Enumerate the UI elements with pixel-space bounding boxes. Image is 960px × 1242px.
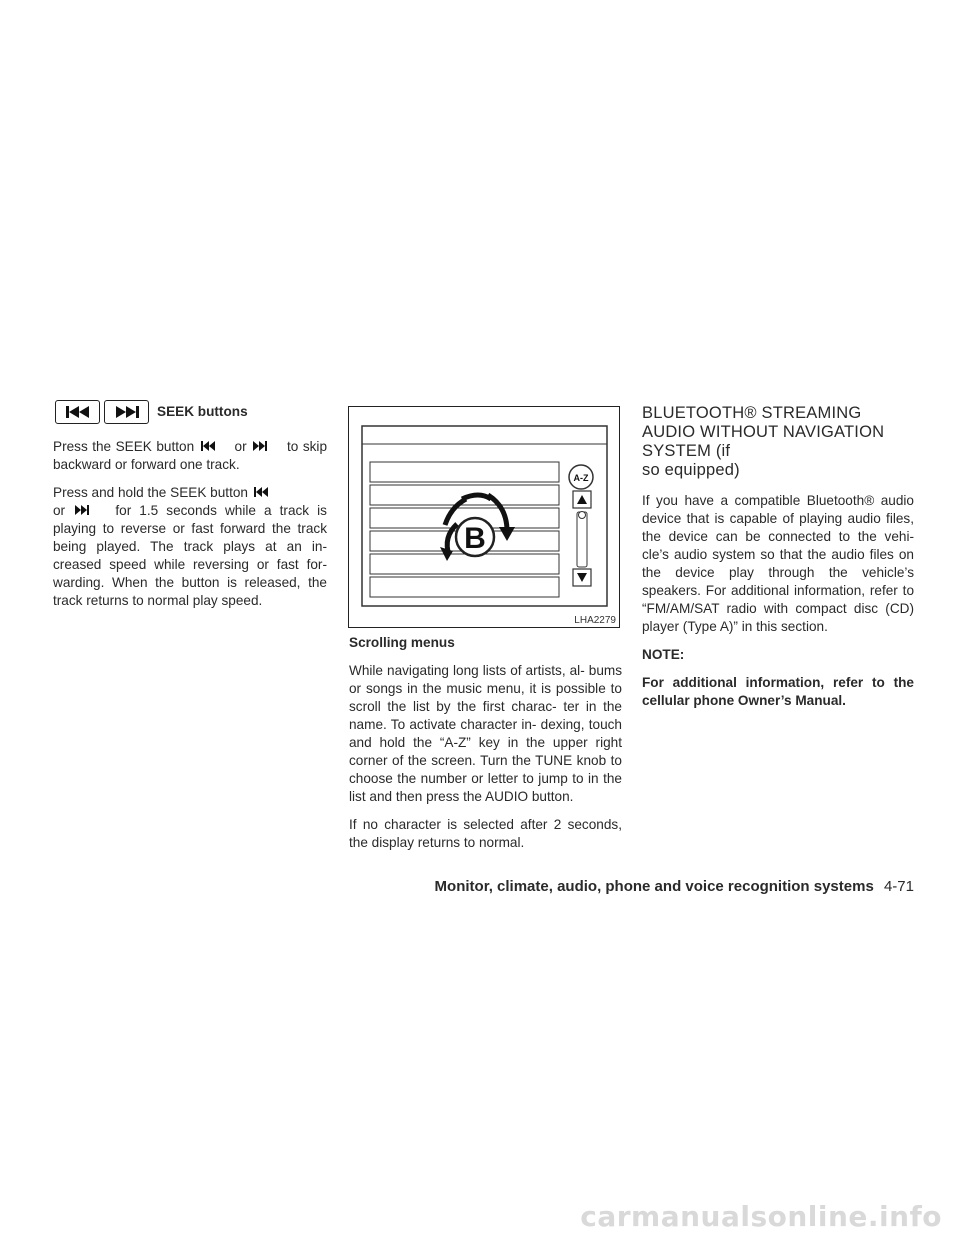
knob-label: B: [464, 522, 486, 555]
seek-buttons-label: SEEK buttons: [157, 404, 248, 419]
bluetooth-heading: [642, 404, 914, 480]
figure-code: LHA2279: [574, 615, 616, 626]
scrolling-title: Scrolling menus: [349, 635, 455, 650]
seek-paragraph-2: [53, 484, 327, 610]
seek-forward-button-box: [104, 400, 149, 424]
bluetooth-section: [642, 404, 914, 720]
bluetooth-heading-line-2: so equipped): [642, 461, 740, 479]
watermark: [0, 1190, 960, 1242]
seek-p2-or: or: [53, 503, 66, 518]
scrolling-paragraph-1: While navigating long lists of artists, al- bums or songs in the music menu, it is possible to scroll the list by the first charac- ter in the name. To activate character in- dexing, touch and hold the “A-Z” key in the upper right corner of the screen. Turn the TUNE knob to choose the number or letter to jump to in the list and then press the AUDIO button.: [349, 663, 622, 804]
az-key-label: A-Z: [573, 473, 589, 483]
seek-back-button-box: [55, 400, 100, 424]
seek-p2-end: for 1.5 seconds while a track is playing to reverse or fast forward the track being played. The track plays at an in- creased speed while reversing or fast for- warding. When the button is released, the track returns to normal play speed.: [53, 503, 327, 608]
seek-p1-start: Press the SEEK button: [53, 439, 195, 454]
skip-forward-icon: [114, 405, 140, 419]
watermark-text: carmanualsonline.info: [580, 1199, 942, 1233]
skip-forward-icon: [75, 505, 89, 515]
note-text: For additional information, refer to the cellular phone Owner’s Manual.: [642, 675, 914, 708]
skip-back-icon: [254, 487, 268, 497]
page-number: 4-71: [883, 878, 914, 895]
seek-p1-end: to skip backward or forward one track.: [53, 439, 328, 472]
skip-back-icon: [201, 441, 215, 451]
skip-forward-icon: [253, 441, 267, 451]
seek-buttons-row: [55, 400, 327, 424]
seek-p1-or: or: [234, 439, 247, 454]
scrolling-section: [349, 634, 622, 862]
skip-back-icon: [65, 405, 91, 419]
seek-p2-start: Press and hold the SEEK button: [53, 485, 248, 500]
footer-section-title: Monitor, climate, audio, phone and voice recognition systems: [434, 878, 874, 895]
seek-paragraph-1: [53, 438, 327, 474]
note-label: NOTE:: [642, 647, 685, 662]
scrolling-menu-figure: [348, 406, 620, 628]
bluetooth-heading-line-1: BLUETOOTH® STREAMING AUDIO WITHOUT NAVIGATION SYSTEM (if: [642, 404, 885, 460]
page-footer: [435, 878, 914, 895]
seek-section: [53, 400, 327, 620]
scrolling-paragraph-2: If no character is selected after 2 seconds, the display returns to normal.: [349, 817, 622, 850]
scrolling-menu-illustration: [349, 407, 618, 626]
bluetooth-paragraph: If you have a compatible Bluetooth® audio device that is capable of playing audio files, the device can be connected to the vehi- cle’s audio system so that the audio files on the device play through the vehicle’s speakers. For additional information, refer to “FM/AM/SAT radio with compact disc (CD) player (Type A)” in this section.: [642, 493, 914, 634]
